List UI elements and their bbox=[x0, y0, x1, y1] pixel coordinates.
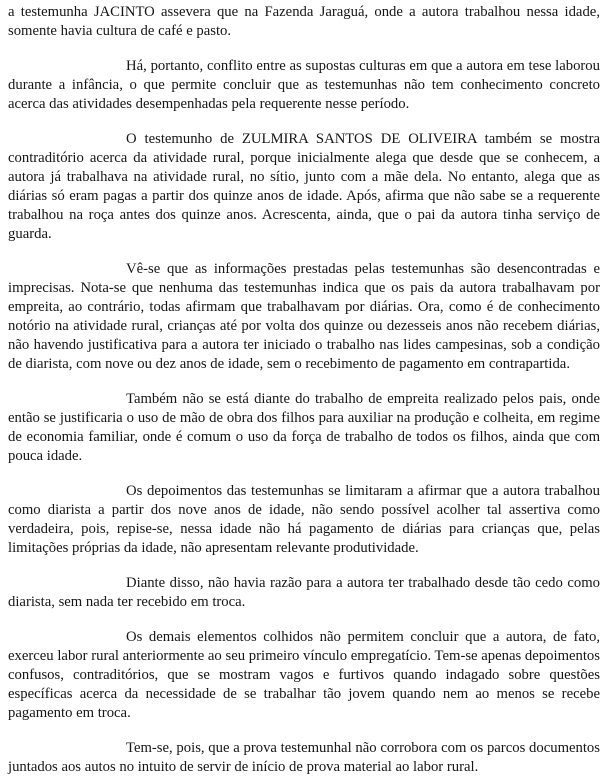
paragraph: Diante disso, não havia razão para a autora ter trabalhado desde tão cedo como diarista, sem nada ter recebido em troca. bbox=[8, 575, 600, 610]
paragraph: Tem-se, pois, que a prova testemunhal não corrobora com os parcos documentos juntados aos autos no intuito de servir de início de prova material ao labor rural. bbox=[8, 740, 600, 775]
paragraph: Os demais elementos colhidos não permitem concluir que a autora, de fato, exerceu labor rural anteriormente ao seu primeiro vínculo empregatício. Tem-se apenas depoimentos confusos, contraditórios, que se mostram vagos e furtivos quando indagado sobre questões específicas acerca da necessidade de se trabalhar tão jovem quando nem ao menos se recebe pagamento em troca. bbox=[8, 629, 600, 721]
paragraph: Os depoimentos das testemunhas se limitaram a afirmar que a autora trabalhou como diarista a partir dos nove anos de idade, não sendo possível acolher tal assertiva como verdadeira, pois, repise-se, nessa idade não há pagamento de diárias para crianças que, pelas limitações próprias da idade, não apresentam relevante produtividade. bbox=[8, 483, 600, 556]
paragraph: Também não se está diante do trabalho de empreita realizado pelos pais, onde então se justificaria o uso de mão de obra dos filhos para auxiliar na produção e colheita, em regime de economia familiar, onde é comum o uso da força de trabalho de todos os filhos, ainda que com pouca idade. bbox=[8, 391, 600, 464]
paragraph-continuation: a testemunha JACINTO assevera que na Fazenda Jaraguá, onde a autora trabalhou nessa idade, somente havia cultura de café e pasto. bbox=[8, 4, 600, 39]
paragraph: Há, portanto, conflito entre as supostas culturas em que a autora em tese laborou durante a infância, o que permite concluir que as testemunhas não tem conhecimento concreto acerca das atividades desempenhadas pela requerente nesse período. bbox=[8, 58, 600, 112]
paragraph: Vê-se que as informações prestadas pelas testemunhas são desencontradas e imprecisas. Nota-se que nenhuma das testemunhas indica que os pais da autora trabalhavam por empreita, ao contrário, todas afirmam que trabalhavam por diárias. Ora, como é de conhecimento notório na atividade rural, crianças até por volta dos quinze ou dezesseis anos não recebem diárias, não havendo justificativa para a autora ter iniciado o trabalho nas lides campesinas, sob a condição de diarista, com nove ou dez anos de idade, sem o recebimento de pagamento em contrapartida. bbox=[8, 261, 600, 372]
paragraph: O testemunho de ZULMIRA SANTOS DE OLIVEIRA também se mostra contraditório acerca da atividade rural, porque inicialmente alega que desde que se conhecem, a autora já trabalhava na atividade rural, no sítio, junto com a mãe dela. No entanto, alega que as diárias só eram pagas a partir dos quinze anos de idade. Após, afirma que não sabe se a requerente trabalhou na roça antes dos quinze anos. Acrescenta, ainda, que o pai da autora tinha serviço de guarda. bbox=[8, 131, 600, 242]
